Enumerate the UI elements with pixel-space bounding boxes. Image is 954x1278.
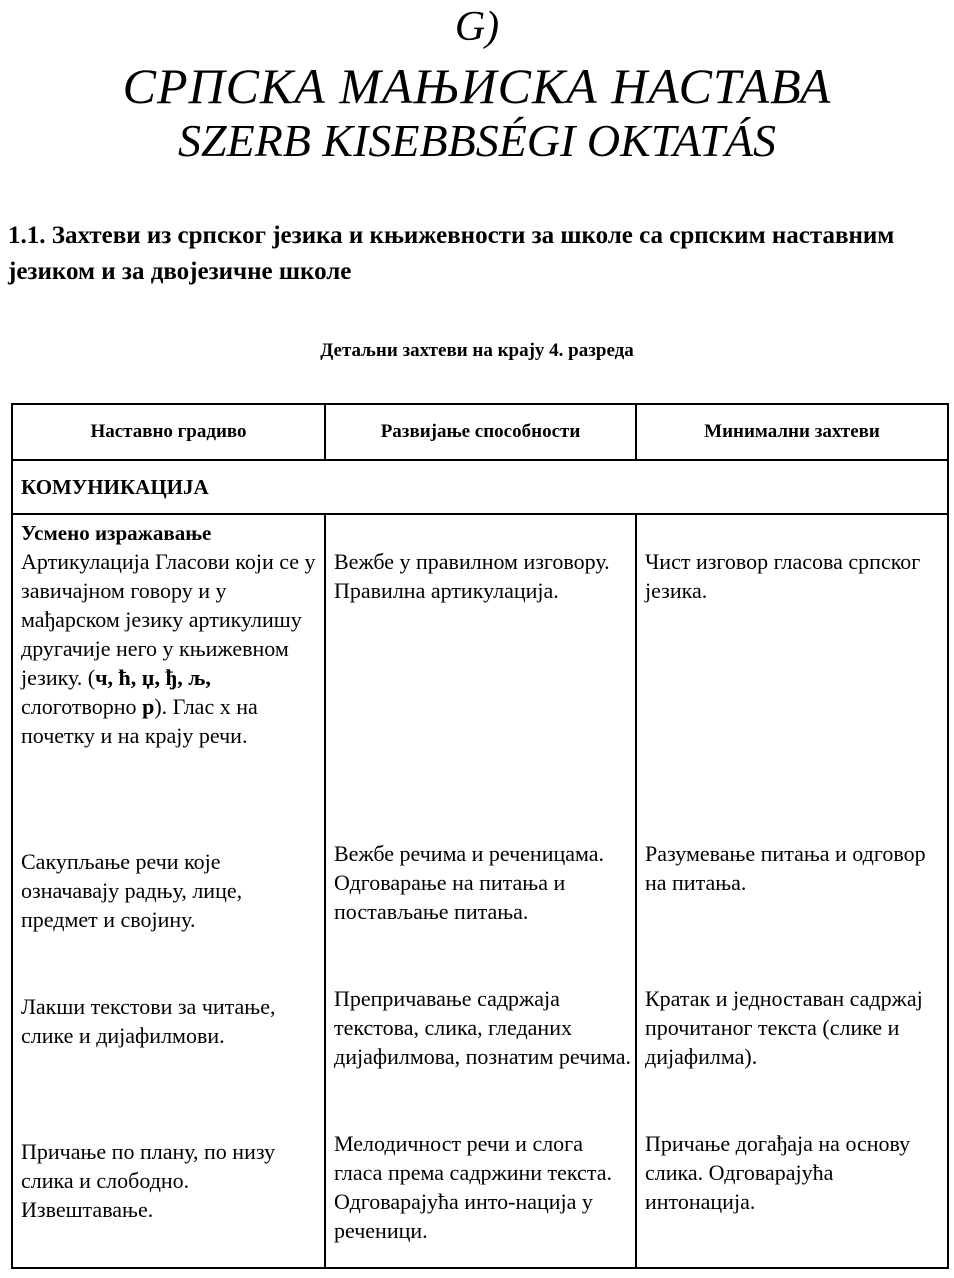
section-letter: G) bbox=[454, 4, 500, 50]
column-header-skills: Развијање способности bbox=[325, 404, 636, 460]
minimum-entry-2: Разумевање питања и одговор на питања. bbox=[645, 841, 926, 895]
section-heading: 1.1. Захтеви из српског језика и књижевности за школе са српским наставним језиком и за двојезичне школе bbox=[8, 222, 895, 285]
requirements-table bbox=[11, 403, 949, 1269]
column-header-minimum: Минимални захтеви bbox=[636, 404, 948, 460]
minimum-column bbox=[636, 514, 948, 1268]
table-header-row bbox=[12, 404, 948, 460]
skills-entry-1: Вежбе у правилном изговору. Правилна артикулација. bbox=[334, 549, 610, 603]
material-entry-2: Сакупљање речи које означавају радњу, лице, предмет и својину. bbox=[21, 849, 243, 932]
column-header-material: Наставно градиво bbox=[12, 404, 325, 460]
table-body-row bbox=[12, 514, 948, 1268]
skills-column bbox=[325, 514, 636, 1268]
subheading-oral-expression: Усмено изражавање bbox=[21, 521, 212, 545]
material-entry-1-letter-r: р bbox=[142, 694, 155, 719]
title-hungarian: SZERB KISEBBSÉGI OKTATÁS bbox=[178, 115, 776, 166]
material-entry-4: Причање по плану, по низу слика и слободно. Извештавање. bbox=[21, 1139, 276, 1222]
material-entry-3: Лакши текстови за читање, слике и дијафилмови. bbox=[21, 994, 276, 1048]
material-entry-1-mid: слоготворно bbox=[21, 694, 143, 719]
minimum-entry-1: Чист изговор гласова српског језика. bbox=[645, 549, 921, 603]
minimum-entry-3: Кратак и једноставан садржај прочитаног текста (слике и дијафилма). bbox=[645, 986, 923, 1069]
material-entry-1-letters: ч, ћ, џ, ђ, љ, bbox=[95, 665, 211, 690]
category-communication: КОМУНИКАЦИЈА bbox=[12, 460, 948, 514]
material-entry-1-paren-open: ( bbox=[87, 665, 96, 690]
minimum-entry-4: Причање догађаја на основу слика. Одговарајућа интонација. bbox=[645, 1131, 911, 1214]
skills-entry-2: Вежбе речима и реченицама. Одговарање на питања и постављање питања. bbox=[334, 841, 605, 924]
material-entry-1-end: ). Глас х на почетку и на крају речи. bbox=[21, 694, 258, 748]
material-column bbox=[12, 514, 325, 1268]
skills-entry-4: Мелодичност речи и слога гласа према садржини текста. Одговарајућа инто-нација у реченици. bbox=[334, 1131, 612, 1243]
title-serbian: СРПСКА МАЊИСКА НАСТАВА bbox=[122, 58, 832, 114]
category-row bbox=[12, 460, 948, 514]
material-entry-1-text: Артикулација Гласови који се у завичајном говору и у мађарском језику артикулишу другачије него у књижевном језику. bbox=[21, 549, 316, 690]
material-entry-1 bbox=[13, 547, 324, 847]
skills-entry-3: Препричавање садржаја текстова, слика, гледаних дијафилмова, познатим речима. bbox=[334, 986, 631, 1069]
table-subtitle: Детаљни захтеви на крају 4. разреда bbox=[320, 340, 634, 361]
